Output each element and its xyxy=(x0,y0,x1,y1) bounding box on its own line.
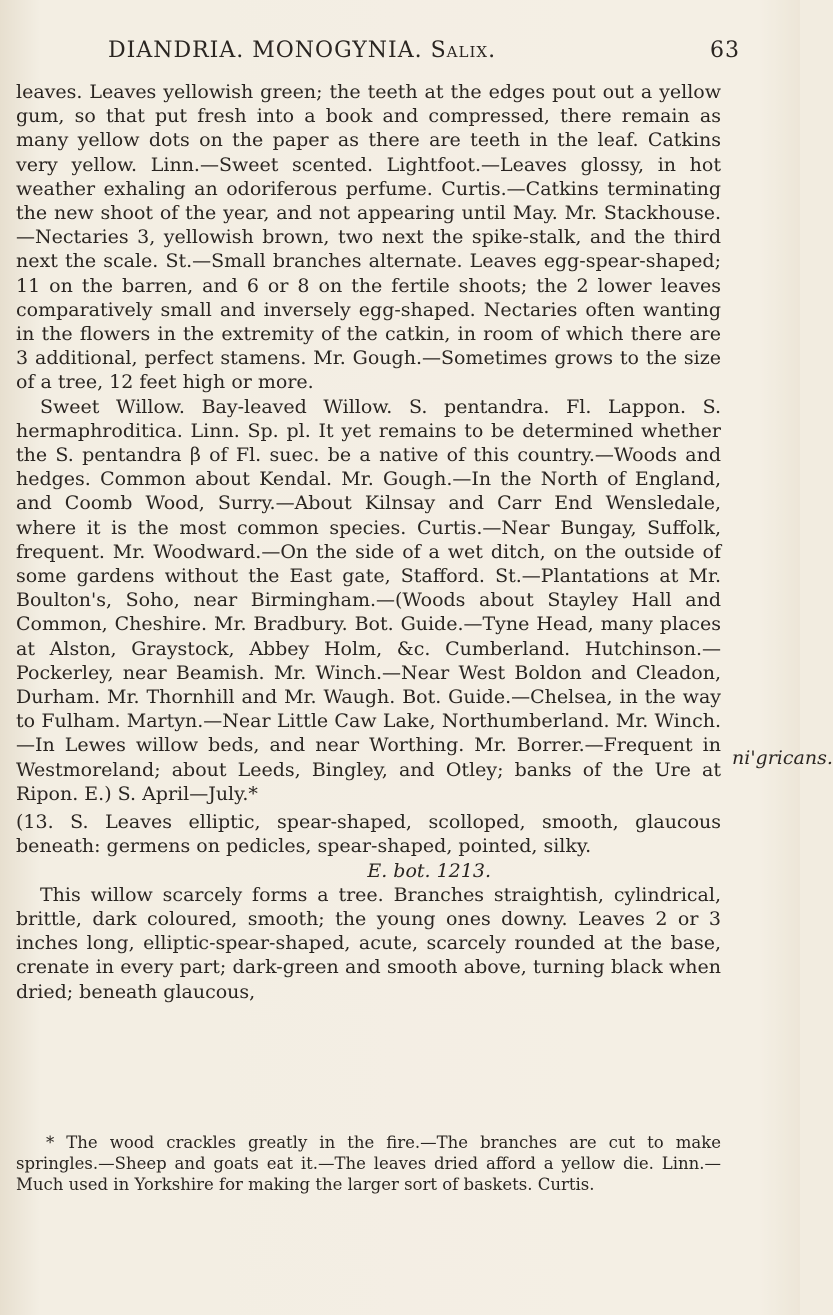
main-text xyxy=(16,80,721,1004)
footnote-text: * The wood crackles greatly in the fire.—The branches are cut to make springles.—Sheep and goats eat it.—The leaves dried afford a yellow die. Linn.—Much used in Yorkshire for making the larger sort of baskets. Curtis. xyxy=(16,1133,721,1194)
paragraph-continued: leaves. Leaves yellowish green; the teeth at the edges pout out a yellow gum, so that put fresh into a book and compressed, there remain as many yellow dots on the paper as there are teeth in the leaf. Catkins very yellow. Linn.—Sweet scented. Lightfoot.—Leaves glossy, in hot weather exhaling an odoriferous perfume. Curtis.—Catkins terminating the new shoot of the year, and not appearing until May. Mr. Stackhouse.—Nectaries 3, yellowish brown, two next the spike-stalk, and the third next the scale. St.—Small branches alternate. Leaves egg-spear-shaped; 11 on the barren, and 6 or 8 on the fertile shoots; the 2 lower leaves comparatively small and inversely egg-shaped. Nectaries often wanting in the flowers in the extremity of the catkin, in room of which there are 3 additional, perfect stamens. Mr. Gough.—Sometimes grows to the size of a tree, 12 feet high or more. xyxy=(16,81,721,394)
margin-species-name: ni'gricans. xyxy=(732,747,833,769)
page-header xyxy=(108,38,740,63)
paragraph-sweet-willow: Sweet Willow. Bay-leaved Willow. S. pentandra. Fl. Lappon. S. hermaphroditica. Linn. Sp. pl. It yet remains to be determined whether the S. pentandra β of Fl. suec. be a native of this country.—Woods and hedges. Common about Kendal. Mr. Gough.—In the North of England, and Coomb Wood, Surry.—About Kilnsay and Carr End Wensledale, where it is the most common species. Curtis.—Near Bungay, Suffolk, frequent. Mr. Woodward.—On the side of a wet ditch, on the outside of some gardens without the East gate, Stafford. St.—Plantations at Mr. Boulton's, Soho, near Birmingham.—(Woods about Stayley Hall and Common, Cheshire. Mr. Bradbury. Bot. Guide.—Tyne Head, many places at Alston, Graystock, Abbey Holm, &c. Cumberland. Hutchinson.—Pockerley, near Beamish. Mr. Winch.—Near West Boldon and Cleadon, Durham. Mr. Thornhill and Mr. Waugh. Bot. Guide.—Chelsea, in the way to Fulham. Martyn.—Near Little Caw Lake, Northumberland. Mr. Winch.—In Lewes willow beds, and near Worthing. Mr. Borrer.—Frequent in Westmoreland; about Leeds, Bingley, and Otley; banks of the Ure at Ripon. E.) S. April—July.* xyxy=(16,395,721,805)
species-entry-13 xyxy=(16,810,721,1004)
entry-diagnosis: Leaves elliptic, spear-shaped, scolloped, smooth, glaucous beneath: germens on pedicles, spear-shaped, pointed, silky. xyxy=(16,811,721,858)
entry-number: (13. S. xyxy=(16,811,89,834)
page-number: 63 xyxy=(710,38,740,63)
entry-description: This willow scarcely forms a tree. Branches straightish, cylindrical, brittle, dark coloured, smooth; the young ones downy. Leaves 2 or 3 inches long, elliptic-spear-shaped, acute, scarcely rounded at the base, crenate in every part; dark-green and smooth above, turning black when dried; beneath glaucous, xyxy=(16,883,721,1003)
running-title: DIANDRIA. MONOGYNIA. Salix. xyxy=(108,38,497,63)
entry-authority: E. bot. 1213. xyxy=(367,859,491,882)
footnote xyxy=(16,1132,721,1195)
